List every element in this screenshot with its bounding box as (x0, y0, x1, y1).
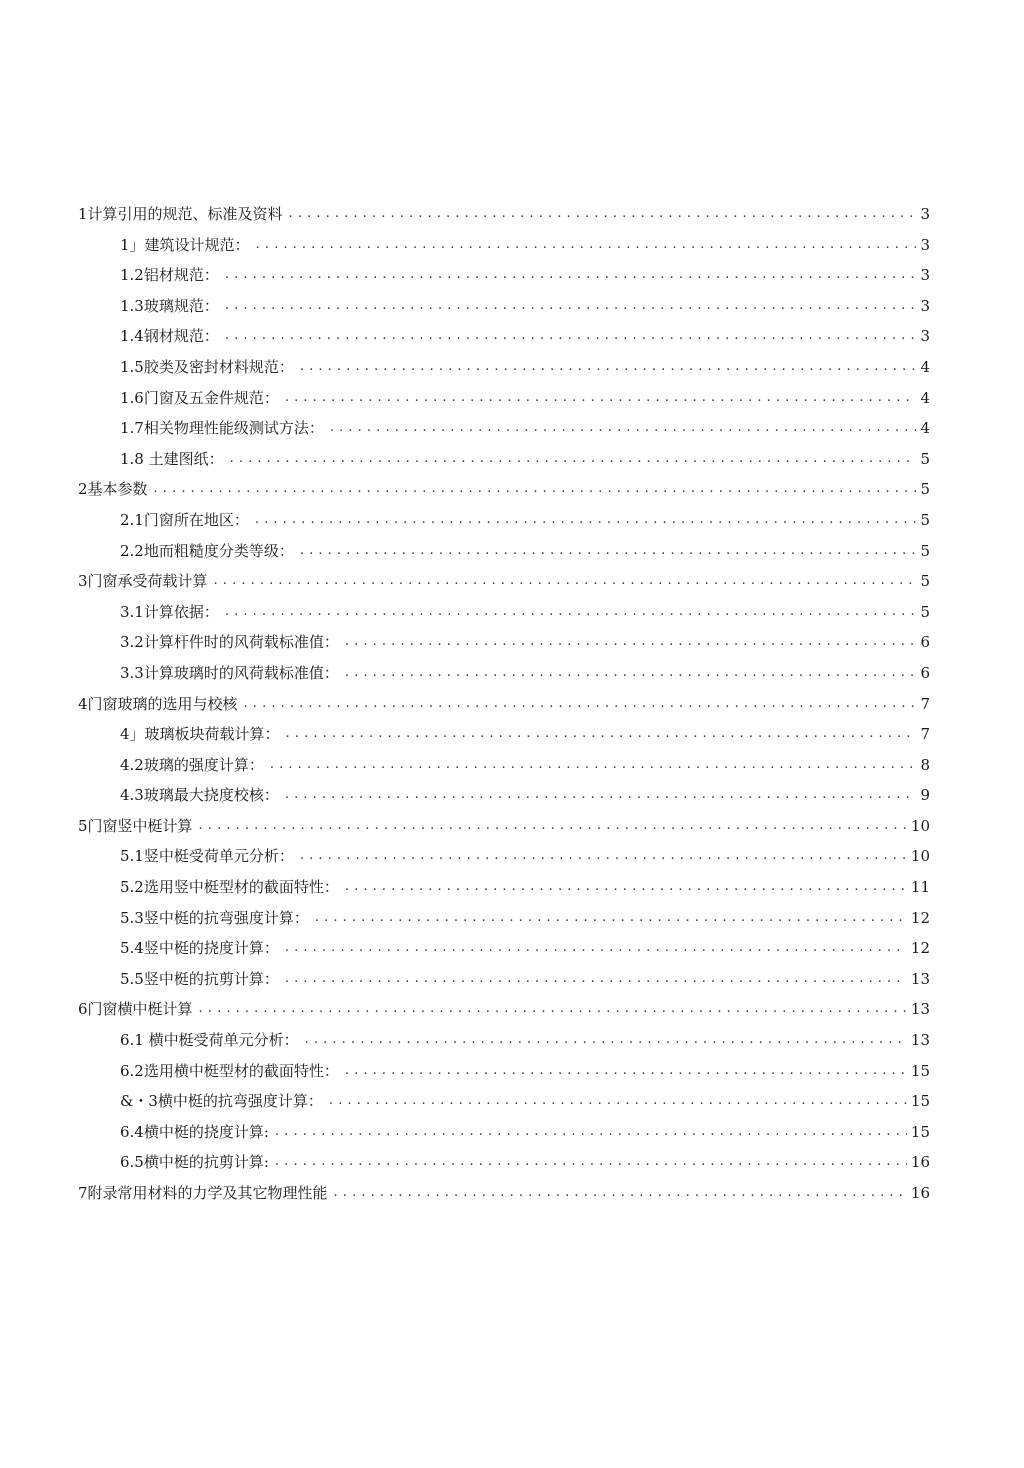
toc-chapter-entry[interactable] (0, 811, 1024, 842)
toc-entry-label: 4门窗玻璃的选用与校核 (78, 689, 244, 720)
toc-page-number: 12 (907, 903, 930, 934)
toc-section-entry[interactable] (0, 444, 1024, 475)
toc-page-number: 12 (907, 933, 930, 964)
toc-section-entry[interactable] (0, 964, 1024, 995)
toc-section-entry[interactable] (0, 321, 1024, 352)
toc-dot-leader (225, 321, 917, 352)
toc-entry-label: 1.6门窗及五金件规范： (120, 383, 285, 414)
toc-dot-leader (270, 750, 917, 781)
toc-entry-label: 6.5横中梃的抗剪计算: (120, 1147, 275, 1178)
toc-chapter-entry[interactable] (0, 994, 1024, 1025)
toc-page-number: 13 (907, 1025, 930, 1056)
toc-dot-leader (285, 933, 907, 964)
toc-dot-leader (230, 444, 917, 475)
toc-entry-label: 6.4横中梃的挠度计算: (120, 1117, 275, 1148)
toc-dot-leader (255, 505, 917, 536)
toc-dot-leader (256, 230, 917, 261)
toc-section-entry[interactable] (0, 383, 1024, 414)
toc-page-number: 3 (916, 199, 930, 230)
toc-section-entry[interactable] (0, 1086, 1024, 1117)
toc-entry-label: 3门窗承受荷载计算 (78, 566, 214, 597)
toc-dot-leader (285, 964, 907, 995)
toc-section-entry[interactable] (0, 291, 1024, 322)
toc-page-number: 3 (916, 260, 930, 291)
toc-entry-label: 6.1 横中梃受荷单元分析： (120, 1025, 305, 1056)
toc-dot-leader (305, 1025, 907, 1056)
toc-page-number: 10 (907, 811, 930, 842)
toc-section-entry[interactable] (0, 597, 1024, 628)
toc-dot-leader (285, 780, 917, 811)
toc-entry-label: 1.2铝材规范： (120, 260, 225, 291)
toc-dot-leader (329, 1086, 907, 1117)
toc-entry-label: 4」玻璃板块荷载计算： (120, 719, 286, 750)
toc-page-number: 16 (907, 1178, 930, 1209)
toc-entry-label: 1」建筑设计规范： (120, 230, 256, 261)
toc-page-number: 10 (907, 841, 930, 872)
toc-dot-leader (300, 536, 917, 567)
toc-entry-label: 6门窗横中梃计算 (78, 994, 199, 1025)
toc-dot-leader (214, 566, 917, 597)
toc-entry-label: 5.4竖中梃的挠度计算： (120, 933, 285, 964)
toc-section-entry[interactable] (0, 780, 1024, 811)
toc-section-entry[interactable] (0, 872, 1024, 903)
toc-dot-leader (275, 1117, 907, 1148)
toc-entry-label: 5.5竖中梃的抗剪计算： (120, 964, 285, 995)
toc-page-number: 5 (916, 536, 930, 567)
toc-section-entry[interactable] (0, 627, 1024, 658)
toc-page-number: 8 (916, 750, 930, 781)
toc-entry-label: 5.3竖中梃的抗弯强度计算： (120, 903, 315, 934)
toc-dot-leader (315, 903, 907, 934)
toc-entry-label: 5.1竖中梃受荷单元分析： (120, 841, 300, 872)
toc-entry-label: 1.3玻璃规范： (120, 291, 225, 322)
toc-dot-leader (244, 689, 917, 720)
toc-page-number: 6 (916, 627, 930, 658)
toc-entry-label: 1.8 土建图纸： (120, 444, 230, 475)
toc-dot-leader (289, 199, 917, 230)
toc-page-number: 5 (916, 474, 930, 505)
toc-entry-label: 2基本参数 (78, 474, 154, 505)
toc-section-entry[interactable] (0, 505, 1024, 536)
toc-chapter-entry[interactable] (0, 689, 1024, 720)
toc-section-entry[interactable] (0, 719, 1024, 750)
toc-entry-label: 1.7相关物理性能级测试方法： (120, 413, 330, 444)
toc-chapter-entry[interactable] (0, 1178, 1024, 1209)
toc-dot-leader (225, 291, 917, 322)
toc-dot-leader (225, 597, 917, 628)
toc-entry-label: 1.4钢材规范： (120, 321, 225, 352)
toc-section-entry[interactable] (0, 841, 1024, 872)
toc-section-entry[interactable] (0, 658, 1024, 689)
toc-dot-leader (285, 383, 917, 414)
toc-entry-label: 2.1门窗所在地区： (120, 505, 255, 536)
toc-section-entry[interactable] (0, 1147, 1024, 1178)
toc-section-entry[interactable] (0, 750, 1024, 781)
toc-page-number: 4 (916, 383, 930, 414)
toc-page-number: 13 (907, 994, 930, 1025)
toc-chapter-entry[interactable] (0, 566, 1024, 597)
toc-page-number: 15 (907, 1117, 930, 1148)
toc-dot-leader (154, 474, 917, 505)
toc-page-number: 13 (907, 964, 930, 995)
toc-section-entry[interactable] (0, 903, 1024, 934)
toc-page-number: 3 (916, 291, 930, 322)
toc-dot-leader (300, 352, 917, 383)
toc-page-number: 4 (916, 413, 930, 444)
toc-page-number: 15 (907, 1056, 930, 1087)
toc-section-entry[interactable] (0, 536, 1024, 567)
toc-dot-leader (330, 413, 917, 444)
toc-entry-label: 1计算引用的规范、标准及资料 (78, 199, 289, 230)
toc-dot-leader (225, 260, 917, 291)
toc-page-number: 5 (916, 505, 930, 536)
toc-page-number: 16 (907, 1147, 930, 1178)
toc-entry-label: 2.2地而粗糙度分类等级： (120, 536, 300, 567)
toc-section-entry[interactable] (0, 1025, 1024, 1056)
toc-entry-label: 3.1计算依据： (120, 597, 225, 628)
toc-section-entry[interactable] (0, 413, 1024, 444)
toc-page-number: 5 (916, 444, 930, 475)
toc-entry-label: 6.2选用横中梃型材的截面特性： (120, 1056, 345, 1087)
toc-section-entry[interactable] (0, 1056, 1024, 1087)
toc-dot-leader (345, 658, 917, 689)
toc-dot-leader (286, 719, 917, 750)
toc-entry-label: 4.3玻璃最大挠度校核： (120, 780, 285, 811)
toc-section-entry[interactable] (0, 933, 1024, 964)
toc-section-entry[interactable] (0, 230, 1024, 261)
toc-page-number: 15 (907, 1086, 930, 1117)
toc-entry-label: &・3横中梃的抗弯强度计算： (120, 1086, 329, 1117)
toc-page-number: 6 (916, 658, 930, 689)
toc-entry-label: 4.2玻璃的强度计算： (120, 750, 270, 781)
toc-dot-leader (199, 994, 907, 1025)
toc-chapter-entry[interactable] (0, 199, 1024, 230)
toc-dot-leader (334, 1178, 907, 1209)
toc-page-number: 5 (916, 597, 930, 628)
toc-page-number: 3 (916, 230, 930, 261)
toc-entry-label: 5门窗竖中梃计算 (78, 811, 199, 842)
toc-dot-leader (199, 811, 907, 842)
toc-entry-label: 3.3计算玻璃时的风荷载标准值： (120, 658, 345, 689)
toc-dot-leader (345, 1056, 907, 1087)
toc-page-number: 4 (916, 352, 930, 383)
toc-page-number: 11 (907, 872, 930, 903)
toc-page-number: 3 (916, 321, 930, 352)
toc-entry-label: 3.2计算杆件时的风荷载标准值： (120, 627, 345, 658)
toc-entry-label: 5.2选用竖中梃型材的截面特性： (120, 872, 345, 903)
toc-page-number: 9 (916, 780, 930, 811)
toc-section-entry[interactable] (0, 1117, 1024, 1148)
toc-dot-leader (345, 872, 907, 903)
toc-entry-label: 7附录常用材料的力学及其它物理性能 (78, 1178, 334, 1209)
toc-page-number: 7 (916, 689, 930, 720)
toc-chapter-entry[interactable] (0, 474, 1024, 505)
toc-page-number: 7 (916, 719, 930, 750)
toc-section-entry[interactable] (0, 260, 1024, 291)
toc-dot-leader (345, 627, 917, 658)
toc-dot-leader (300, 841, 907, 872)
table-of-contents (0, 199, 1024, 1209)
toc-entry-label: 1.5胶类及密封材料规范： (120, 352, 300, 383)
toc-dot-leader (275, 1147, 907, 1178)
toc-section-entry[interactable] (0, 352, 1024, 383)
toc-page-number: 5 (916, 566, 930, 597)
